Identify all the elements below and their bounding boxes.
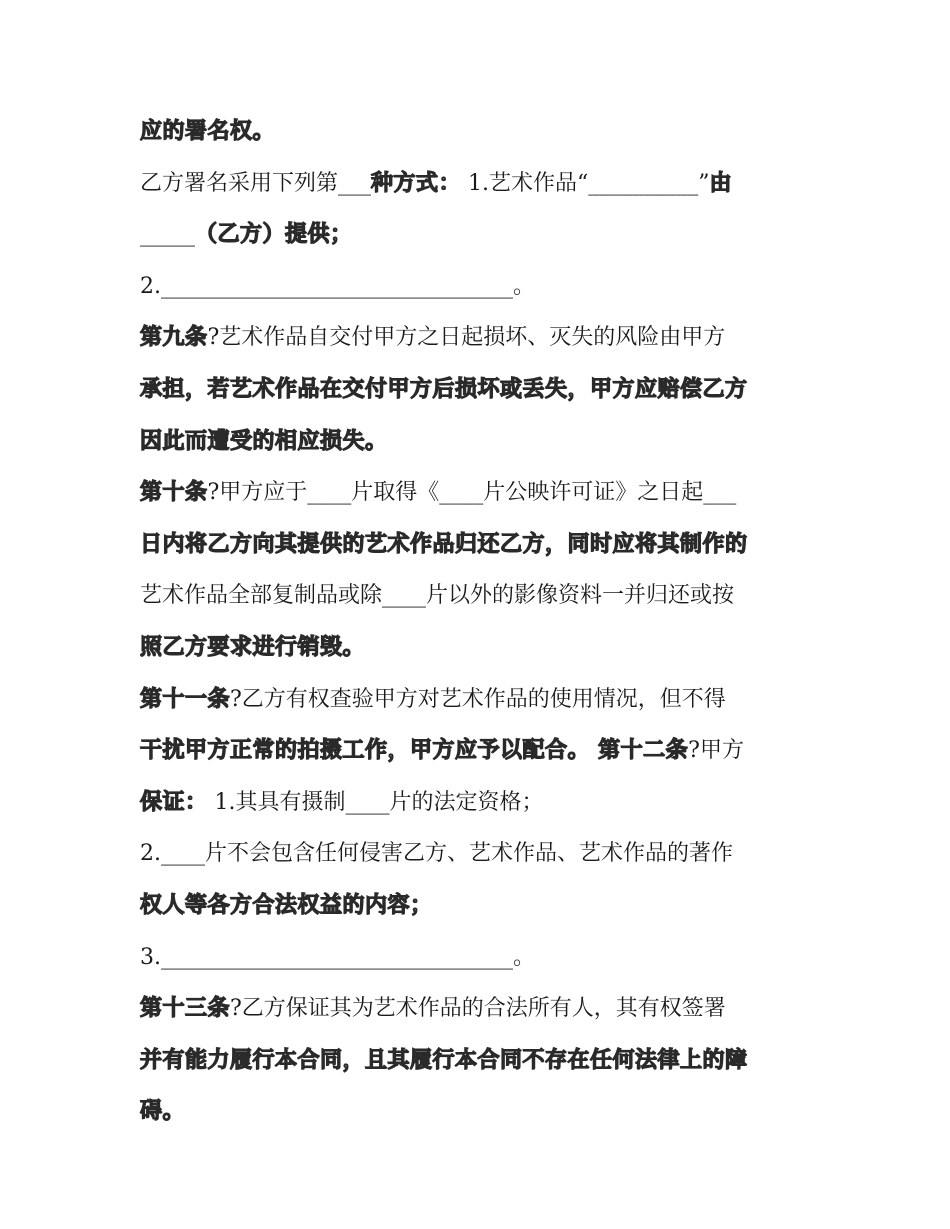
text-line — [140, 570, 830, 622]
text-line — [140, 880, 830, 932]
text-line — [140, 158, 830, 210]
text-line — [140, 674, 830, 726]
text-line — [140, 983, 830, 1035]
text-line — [140, 1035, 830, 1087]
stylized-text-segment: 应的署名权。 — [140, 119, 276, 144]
text-segment: ?甲方 — [688, 738, 744, 764]
stylized-text-segment: 第九条 — [140, 325, 208, 351]
text-line — [140, 209, 830, 261]
stylized-text-segment: 保证： — [140, 789, 208, 815]
text-line — [140, 777, 830, 829]
stylized-text-segment: （乙方）提供； — [195, 222, 353, 248]
text-line — [140, 622, 830, 674]
stylized-text-segment: 第十条 — [140, 480, 208, 506]
text-line — [140, 416, 830, 468]
stylized-text-segment: 照乙方要求进行销毁。 — [140, 634, 366, 660]
text-segment: 1.艺术作品“__________” — [461, 170, 710, 196]
text-line — [140, 106, 830, 158]
stylized-text-segment: 碍。 — [140, 1099, 186, 1125]
stylized-text-segment: 第十三条 — [140, 996, 231, 1022]
text-segment: 2.____片不会包含任何侵害乙方、艺术作品、艺术作品的著作 — [140, 841, 733, 867]
text-line — [140, 1086, 830, 1138]
text-line — [140, 364, 830, 416]
stylized-text-segment: 由 — [709, 170, 733, 196]
text-line — [140, 828, 830, 880]
stylized-text-segment: 权人等各方合法权益的内容； — [140, 892, 433, 918]
stylized-text-segment: 种方式： — [371, 170, 462, 196]
text-segment: ?乙方保证其为艺术作品的合法所有人，其有权签署 — [230, 996, 726, 1022]
contract-body-text — [140, 106, 830, 1138]
text-line — [140, 519, 830, 571]
stylized-text-segment: 并有能力履行本合同，且其履行本合同不存在任何法律上的障 — [140, 1047, 748, 1073]
text-line — [140, 932, 830, 984]
text-line — [140, 261, 830, 313]
stylized-text-segment: 承担，若艺术作品在交付甲方后损坏或丢失，甲方应赔偿乙方 — [140, 376, 748, 402]
text-segment: 2.________________________________。 — [140, 273, 535, 299]
text-segment: ?艺术作品自交付甲方之日起损坏、灭失的风险由甲方 — [207, 325, 726, 351]
text-segment: 1.其具有摄制____片的法定资格； — [207, 789, 544, 815]
text-segment: ?甲方应于____片取得《____片公映许可证》之日起___ — [207, 480, 737, 506]
text-line — [140, 312, 830, 364]
stylized-text-segment: 第十一条 — [140, 686, 231, 712]
stylized-text-segment: 干扰甲方正常的拍摄工作，甲方应予以配合。 第十二条 — [140, 738, 689, 764]
text-segment: ?乙方有权查验甲方对艺术作品的使用情况，但不得 — [230, 686, 726, 712]
text-line — [140, 467, 830, 519]
stylized-text-segment: 因此而遭受的相应损失。 — [140, 428, 388, 454]
text-line — [140, 725, 830, 777]
text-segment: _____ — [140, 222, 195, 248]
text-segment: 乙方署名采用下列第___ — [140, 170, 372, 196]
stylized-text-segment: 日内将乙方向其提供的艺术作品归还乙方，同时应将其制作的 — [140, 531, 748, 557]
text-segment: 3.________________________________。 — [140, 944, 535, 970]
text-segment: 艺术作品全部复制品或除____片以外的影像资料一并归还或按 — [140, 583, 735, 609]
